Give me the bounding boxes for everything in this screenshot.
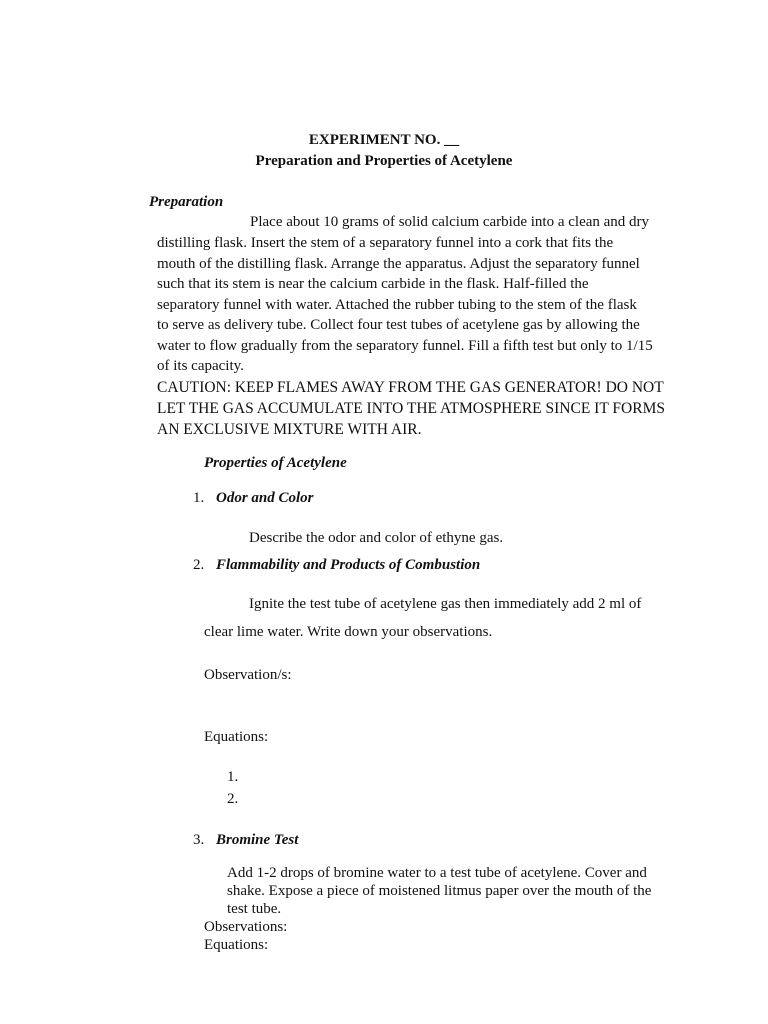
preparation-line: distilling flask. Insert the stem of a separatory funnel into a cork that fits the [157,235,614,251]
preparation-line: to serve as delivery tube. Collect four test tubes of acetylene gas by allowing the [157,317,640,333]
item-title-odor-color: Odor and Color [216,490,314,506]
equations-label: Equations: [204,729,269,745]
observation-label: Observation/s: [204,667,292,683]
preparation-line: mouth of the distilling flask. Arrange the apparatus. Adjust the separatory funnel [157,256,640,272]
item-instruction-line: Add 1-2 drops of bromine water to a test tube of acetylene. Cover and [227,865,647,881]
equation-number: 1. [227,769,239,785]
equations-label: Equations: [204,937,269,953]
item-number: 1. [193,490,205,506]
caution-line: AN EXCLUSIVE MIXTURE WITH AIR. [157,421,422,438]
preparation-heading: Preparation [149,194,224,210]
item-instruction-line: test tube. [227,901,282,917]
caution-line: CAUTION: KEEP FLAMES AWAY FROM THE GAS GENERATOR! DO NOT [157,379,664,396]
observation-label: Observations: [204,919,288,935]
preparation-line: Place about 10 grams of solid calcium carbide into a clean and dry [250,214,650,230]
item-instruction: Describe the odor and color of ethyne gas. [249,530,504,546]
item-instruction-line: Ignite the test tube of acetylene gas then immediately add 2 ml of [249,596,642,612]
preparation-line: of its capacity. [157,358,244,374]
item-title-flammability: Flammability and Products of Combustion [216,557,481,573]
item-instruction-line: shake. Expose a piece of moistened litmus paper over the mouth of the [227,883,652,899]
preparation-line: separatory funnel with water. Attached the rubber tubing to the stem of the flask [157,297,637,313]
item-number: 2. [193,557,205,573]
document-title: Preparation and Properties of Acetylene [255,153,513,169]
experiment-number-label: EXPERIMENT NO. __ [308,132,460,148]
properties-heading: Properties of Acetylene [204,455,347,471]
item-instruction-line: clear lime water. Write down your observations. [204,624,493,640]
preparation-line: such that its stem is near the calcium carbide in the flask. Half-filled the [157,276,589,292]
item-number: 3. [193,832,205,848]
equation-number: 2. [227,791,239,807]
caution-line: LET THE GAS ACCUMULATE INTO THE ATMOSPHERE SINCE IT FORMS [157,400,665,417]
item-title-bromine-test: Bromine Test [216,832,299,848]
preparation-line: water to flow gradually from the separatory funnel. Fill a fifth test but only to 1/15 [157,338,653,354]
